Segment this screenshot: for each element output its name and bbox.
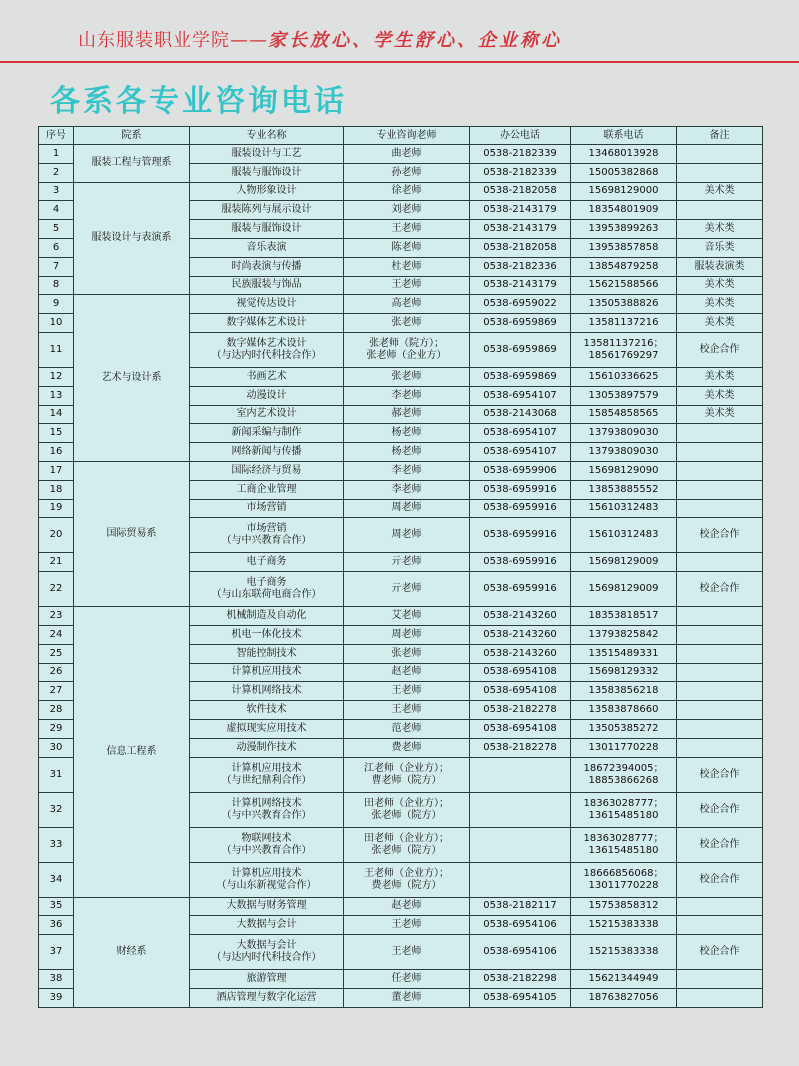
- major-cell: 计算机网络技术 （与中兴教育合作）: [190, 792, 344, 827]
- teacher-cell: 任老师: [344, 970, 470, 989]
- note-cell: [677, 499, 763, 518]
- row-number-cell: 1: [39, 145, 74, 164]
- row-number-cell: 9: [39, 295, 74, 314]
- office-phone-cell: 0538-2143179: [470, 220, 571, 239]
- teacher-cell: 陈老师: [344, 238, 470, 257]
- row-number-cell: 32: [39, 792, 74, 827]
- major-cell: 市场营销: [190, 499, 344, 518]
- mobile-phone-cell: 18363028777； 13615485180: [571, 827, 677, 862]
- row-number-cell: 39: [39, 988, 74, 1007]
- major-cell: 室内艺术设计: [190, 405, 344, 424]
- teacher-cell: 王老师（企业方）； 费老师（院方）: [344, 862, 470, 897]
- major-cell: 音乐表演: [190, 238, 344, 257]
- header-divider: [0, 61, 799, 63]
- row-number-cell: 5: [39, 220, 74, 239]
- department-cell: 国际贸易系: [74, 461, 190, 606]
- major-cell: 新闻采编与制作: [190, 424, 344, 443]
- note-cell: 美术类: [677, 276, 763, 295]
- note-cell: [677, 701, 763, 720]
- major-cell: 数字媒体艺术设计 （与达内时代科技合作）: [190, 332, 344, 367]
- note-cell: 美术类: [677, 314, 763, 333]
- note-cell: 美术类: [677, 405, 763, 424]
- note-cell: [677, 145, 763, 164]
- mobile-phone-cell: 15215383338: [571, 935, 677, 970]
- office-phone-cell: 0538-2143260: [470, 625, 571, 644]
- table-row: [39, 182, 763, 201]
- major-cell: 书画艺术: [190, 367, 344, 386]
- teacher-cell: 王老师: [344, 682, 470, 701]
- office-phone-cell: [470, 757, 571, 792]
- major-cell: 旅游管理: [190, 970, 344, 989]
- office-phone-cell: 0538-2143179: [470, 201, 571, 220]
- row-number-cell: 28: [39, 701, 74, 720]
- note-cell: 美术类: [677, 295, 763, 314]
- row-number-cell: 26: [39, 663, 74, 682]
- mobile-phone-cell: 18763827056: [571, 988, 677, 1007]
- note-cell: [677, 682, 763, 701]
- department-cell: 艺术与设计系: [74, 295, 190, 462]
- mobile-phone-cell: 13793825842: [571, 625, 677, 644]
- note-cell: [677, 461, 763, 480]
- row-number-cell: 18: [39, 480, 74, 499]
- office-phone-cell: 0538-6954107: [470, 443, 571, 462]
- teacher-cell: 曲老师: [344, 145, 470, 164]
- office-phone-cell: 0538-2182117: [470, 897, 571, 916]
- teacher-cell: 李老师: [344, 386, 470, 405]
- major-cell: 计算机应用技术 （与世纪鼎利合作）: [190, 757, 344, 792]
- teacher-cell: 艾老师: [344, 607, 470, 626]
- mobile-phone-cell: 18363028777； 13615485180: [571, 792, 677, 827]
- major-cell: 计算机应用技术: [190, 663, 344, 682]
- mobile-phone-cell: 13953899263: [571, 220, 677, 239]
- note-cell: [677, 916, 763, 935]
- department-cell: 服装设计与表演系: [74, 182, 190, 295]
- major-cell: 服装与服饰设计: [190, 163, 344, 182]
- table-row: [39, 607, 763, 626]
- row-number-cell: 37: [39, 935, 74, 970]
- teacher-cell: 周老师: [344, 499, 470, 518]
- office-phone-cell: 0538-6959022: [470, 295, 571, 314]
- teacher-cell: 李老师: [344, 480, 470, 499]
- mobile-phone-cell: 15854858565: [571, 405, 677, 424]
- office-phone-cell: 0538-2182058: [470, 238, 571, 257]
- note-cell: 美术类: [677, 367, 763, 386]
- row-number-cell: 23: [39, 607, 74, 626]
- office-phone-cell: 0538-6959906: [470, 461, 571, 480]
- mobile-phone-cell: 18672394005； 18853866268: [571, 757, 677, 792]
- office-phone-cell: 0538-6954107: [470, 424, 571, 443]
- row-number-cell: 25: [39, 644, 74, 663]
- major-cell: 计算机应用技术 （与山东新视觉合作）: [190, 862, 344, 897]
- teacher-cell: 张老师: [344, 644, 470, 663]
- office-phone-cell: 0538-6959916: [470, 553, 571, 572]
- mobile-phone-cell: 13505388826: [571, 295, 677, 314]
- row-number-cell: 12: [39, 367, 74, 386]
- note-cell: 校企合作: [677, 792, 763, 827]
- row-number-cell: 13: [39, 386, 74, 405]
- office-phone-cell: 0538-2182278: [470, 738, 571, 757]
- mobile-phone-cell: 13581137216: [571, 314, 677, 333]
- row-number-cell: 2: [39, 163, 74, 182]
- mobile-phone-cell: 13011770228: [571, 738, 677, 757]
- table-header-row: [39, 127, 763, 145]
- row-number-cell: 21: [39, 553, 74, 572]
- mobile-phone-cell: 13515489331: [571, 644, 677, 663]
- major-cell: 机电一体化技术: [190, 625, 344, 644]
- teacher-cell: 王老师: [344, 276, 470, 295]
- table-row: [39, 295, 763, 314]
- note-cell: [677, 443, 763, 462]
- teacher-cell: 王老师: [344, 935, 470, 970]
- teacher-cell: 周老师: [344, 625, 470, 644]
- mobile-phone-cell: 15698129332: [571, 663, 677, 682]
- row-number-cell: 35: [39, 897, 74, 916]
- row-number-cell: 30: [39, 738, 74, 757]
- note-cell: [677, 644, 763, 663]
- mobile-phone-cell: 15621588566: [571, 276, 677, 295]
- row-number-cell: 19: [39, 499, 74, 518]
- office-phone-cell: 0538-6954107: [470, 386, 571, 405]
- note-cell: [677, 607, 763, 626]
- major-cell: 电子商务: [190, 553, 344, 572]
- office-phone-cell: 0538-2182298: [470, 970, 571, 989]
- note-cell: 校企合作: [677, 827, 763, 862]
- row-number-cell: 7: [39, 257, 74, 276]
- teacher-cell: 杨老师: [344, 443, 470, 462]
- major-cell: 网络新闻与传播: [190, 443, 344, 462]
- major-cell: 市场营销 （与中兴教育合作）: [190, 518, 344, 553]
- row-number-cell: 10: [39, 314, 74, 333]
- office-phone-cell: 0538-2143260: [470, 607, 571, 626]
- office-phone-cell: [470, 862, 571, 897]
- office-phone-cell: 0538-6954108: [470, 682, 571, 701]
- teacher-cell: 杜老师: [344, 257, 470, 276]
- teacher-cell: 王老师: [344, 701, 470, 720]
- teacher-cell: 刘老师: [344, 201, 470, 220]
- teacher-cell: 徐老师: [344, 182, 470, 201]
- teacher-cell: 田老师（企业方）； 张老师（院方）: [344, 827, 470, 862]
- column-header: 院系: [74, 127, 190, 145]
- row-number-cell: 38: [39, 970, 74, 989]
- column-header: 专业名称: [190, 127, 344, 145]
- mobile-phone-cell: 15005382868: [571, 163, 677, 182]
- note-cell: 校企合作: [677, 572, 763, 607]
- office-phone-cell: 0538-6954108: [470, 719, 571, 738]
- major-cell: 计算机网络技术: [190, 682, 344, 701]
- mobile-phone-cell: 13854879258: [571, 257, 677, 276]
- row-number-cell: 29: [39, 719, 74, 738]
- row-number-cell: 34: [39, 862, 74, 897]
- mobile-phone-cell: 15610336625: [571, 367, 677, 386]
- office-phone-cell: [470, 792, 571, 827]
- major-cell: 服装与服饰设计: [190, 220, 344, 239]
- note-cell: [677, 625, 763, 644]
- row-number-cell: 31: [39, 757, 74, 792]
- row-number-cell: 4: [39, 201, 74, 220]
- major-cell: 国际经济与贸易: [190, 461, 344, 480]
- note-cell: 校企合作: [677, 518, 763, 553]
- note-cell: [677, 424, 763, 443]
- mobile-phone-cell: 15698129000: [571, 182, 677, 201]
- mobile-phone-cell: 13053897579: [571, 386, 677, 405]
- office-phone-cell: 0538-2143179: [470, 276, 571, 295]
- major-cell: 物联网技术 （与中兴教育合作）: [190, 827, 344, 862]
- header-bar: [0, 0, 799, 62]
- major-cell: 服装设计与工艺: [190, 145, 344, 164]
- teacher-cell: 李老师: [344, 461, 470, 480]
- teacher-cell: 王老师: [344, 916, 470, 935]
- teacher-cell: 孙老师: [344, 163, 470, 182]
- mobile-phone-cell: 15621344949: [571, 970, 677, 989]
- mobile-phone-cell: 18354801909: [571, 201, 677, 220]
- row-number-cell: 27: [39, 682, 74, 701]
- header-slogan: 家长放心、学生舒心、企业称心: [268, 30, 562, 51]
- teacher-cell: 周老师: [344, 518, 470, 553]
- note-cell: 美术类: [677, 386, 763, 405]
- mobile-phone-cell: 13581137216； 18561769297: [571, 332, 677, 367]
- office-phone-cell: 0538-6959916: [470, 518, 571, 553]
- mobile-phone-cell: 15753858312: [571, 897, 677, 916]
- row-number-cell: 36: [39, 916, 74, 935]
- office-phone-cell: 0538-6959869: [470, 314, 571, 333]
- teacher-cell: 费老师: [344, 738, 470, 757]
- mobile-phone-cell: 18353818517: [571, 607, 677, 626]
- teacher-cell: 赵老师: [344, 897, 470, 916]
- major-cell: 软件技术: [190, 701, 344, 720]
- teacher-cell: 亓老师: [344, 553, 470, 572]
- office-phone-cell: 0538-6954106: [470, 916, 571, 935]
- school-name: 山东服装职业学院: [78, 30, 230, 51]
- teacher-cell: 张老师: [344, 314, 470, 333]
- major-cell: 酒店管理与数字化运营: [190, 988, 344, 1007]
- major-cell: 电子商务 （与山东联荷电商合作）: [190, 572, 344, 607]
- office-phone-cell: 0538-6954106: [470, 935, 571, 970]
- office-phone-cell: 0538-2143260: [470, 644, 571, 663]
- note-cell: 校企合作: [677, 332, 763, 367]
- row-number-cell: 33: [39, 827, 74, 862]
- office-phone-cell: 0538-6959916: [470, 499, 571, 518]
- table-body: [39, 145, 763, 1008]
- mobile-phone-cell: 13505385272: [571, 719, 677, 738]
- note-cell: [677, 553, 763, 572]
- teacher-cell: 王老师: [344, 220, 470, 239]
- note-cell: 校企合作: [677, 935, 763, 970]
- mobile-phone-cell: 13583878660: [571, 701, 677, 720]
- department-cell: 信息工程系: [74, 607, 190, 897]
- row-number-cell: 16: [39, 443, 74, 462]
- major-cell: 人物形象设计: [190, 182, 344, 201]
- note-cell: [677, 988, 763, 1007]
- teacher-cell: 张老师: [344, 367, 470, 386]
- row-number-cell: 17: [39, 461, 74, 480]
- office-phone-cell: 0538-2143068: [470, 405, 571, 424]
- office-phone-cell: 0538-6959869: [470, 332, 571, 367]
- table-row: [39, 461, 763, 480]
- office-phone-cell: 0538-6959869: [470, 367, 571, 386]
- row-number-cell: 8: [39, 276, 74, 295]
- row-number-cell: 3: [39, 182, 74, 201]
- mobile-phone-cell: 15215383338: [571, 916, 677, 935]
- column-header: 备注: [677, 127, 763, 145]
- major-cell: 大数据与会计: [190, 916, 344, 935]
- department-cell: 财经系: [74, 897, 190, 1007]
- mobile-phone-cell: 13953857858: [571, 238, 677, 257]
- page-title: 各系各专业咨询电话: [50, 84, 347, 119]
- header-title: [78, 26, 562, 52]
- mobile-phone-cell: 13468013928: [571, 145, 677, 164]
- note-cell: [677, 163, 763, 182]
- major-cell: 服装陈列与展示设计: [190, 201, 344, 220]
- header-dash: ——: [230, 30, 268, 51]
- table-row: [39, 145, 763, 164]
- note-cell: [677, 663, 763, 682]
- note-cell: [677, 201, 763, 220]
- column-header: 专业咨询老师: [344, 127, 470, 145]
- mobile-phone-cell: 15610312483: [571, 499, 677, 518]
- teacher-cell: 田老师（企业方）； 张老师（院方）: [344, 792, 470, 827]
- note-cell: 美术类: [677, 182, 763, 201]
- row-number-cell: 6: [39, 238, 74, 257]
- column-header: 办公电话: [470, 127, 571, 145]
- note-cell: 音乐类: [677, 238, 763, 257]
- mobile-phone-cell: 15698129009: [571, 553, 677, 572]
- teacher-cell: 江老师（企业方）； 曹老师（院方）: [344, 757, 470, 792]
- major-cell: 视觉传达设计: [190, 295, 344, 314]
- note-cell: [677, 738, 763, 757]
- office-phone-cell: 0538-2182339: [470, 145, 571, 164]
- row-number-cell: 24: [39, 625, 74, 644]
- office-phone-cell: 0538-6954108: [470, 663, 571, 682]
- mobile-phone-cell: 15698129009: [571, 572, 677, 607]
- major-cell: 工商企业管理: [190, 480, 344, 499]
- major-cell: 动漫制作技术: [190, 738, 344, 757]
- mobile-phone-cell: 15698129090: [571, 461, 677, 480]
- office-phone-cell: 0538-2182336: [470, 257, 571, 276]
- note-cell: [677, 719, 763, 738]
- major-cell: 民族服装与饰品: [190, 276, 344, 295]
- major-cell: 虚拟现实应用技术: [190, 719, 344, 738]
- table-row: [39, 897, 763, 916]
- office-phone-cell: 0538-2182339: [470, 163, 571, 182]
- mobile-phone-cell: 13583856218: [571, 682, 677, 701]
- note-cell: [677, 897, 763, 916]
- teacher-cell: 张老师（院方）； 张老师（企业方）: [344, 332, 470, 367]
- teacher-cell: 赵老师: [344, 663, 470, 682]
- office-phone-cell: 0538-6954105: [470, 988, 571, 1007]
- column-header: 联系电话: [571, 127, 677, 145]
- major-cell: 智能控制技术: [190, 644, 344, 663]
- column-header: 序号: [39, 127, 74, 145]
- note-cell: 校企合作: [677, 757, 763, 792]
- mobile-phone-cell: 13793809030: [571, 443, 677, 462]
- major-cell: 大数据与财务管理: [190, 897, 344, 916]
- mobile-phone-cell: 15610312483: [571, 518, 677, 553]
- mobile-phone-cell: 13853885552: [571, 480, 677, 499]
- major-cell: 大数据与会计 （与达内时代科技合作）: [190, 935, 344, 970]
- row-number-cell: 22: [39, 572, 74, 607]
- major-cell: 动漫设计: [190, 386, 344, 405]
- office-phone-cell: 0538-6959916: [470, 480, 571, 499]
- row-number-cell: 14: [39, 405, 74, 424]
- teacher-cell: 亓老师: [344, 572, 470, 607]
- row-number-cell: 11: [39, 332, 74, 367]
- teacher-cell: 杨老师: [344, 424, 470, 443]
- mobile-phone-cell: 13793809030: [571, 424, 677, 443]
- teacher-cell: 郝老师: [344, 405, 470, 424]
- note-cell: 美术类: [677, 220, 763, 239]
- note-cell: [677, 970, 763, 989]
- department-cell: 服装工程与管理系: [74, 145, 190, 183]
- teacher-cell: 高老师: [344, 295, 470, 314]
- note-cell: 校企合作: [677, 862, 763, 897]
- row-number-cell: 20: [39, 518, 74, 553]
- teacher-cell: 范老师: [344, 719, 470, 738]
- office-phone-cell: 0538-2182278: [470, 701, 571, 720]
- note-cell: 服装表演类: [677, 257, 763, 276]
- contact-table: [38, 126, 763, 1008]
- office-phone-cell: [470, 827, 571, 862]
- major-cell: 数字媒体艺术设计: [190, 314, 344, 333]
- major-cell: 时尚表演与传播: [190, 257, 344, 276]
- row-number-cell: 15: [39, 424, 74, 443]
- office-phone-cell: 0538-6959916: [470, 572, 571, 607]
- office-phone-cell: 0538-2182058: [470, 182, 571, 201]
- mobile-phone-cell: 18666856068； 13011770228: [571, 862, 677, 897]
- major-cell: 机械制造及自动化: [190, 607, 344, 626]
- teacher-cell: 董老师: [344, 988, 470, 1007]
- note-cell: [677, 480, 763, 499]
